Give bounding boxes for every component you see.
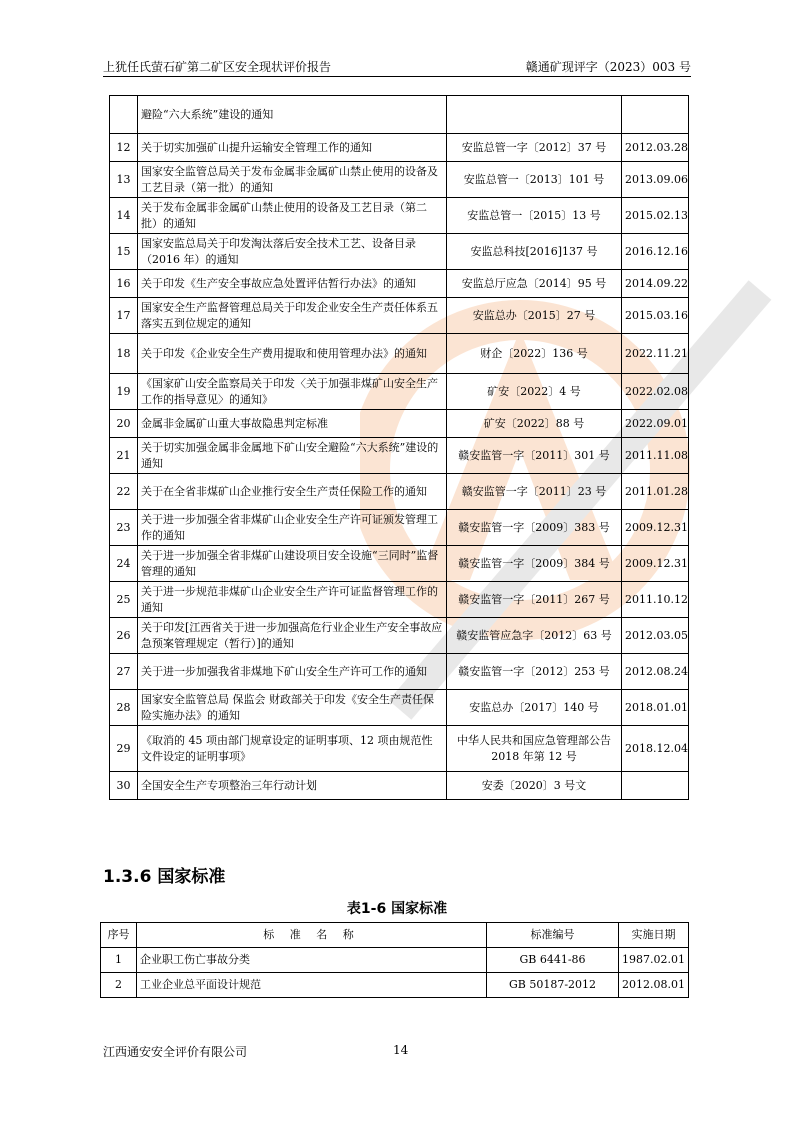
- row-number: 25: [110, 582, 138, 618]
- row-date: 2011.01.28: [622, 474, 689, 510]
- row-code: 财企〔2022〕136 号: [447, 334, 622, 374]
- row-number: 21: [110, 438, 138, 474]
- table-row: [110, 618, 689, 654]
- row-code: 安监总管一字〔2012〕37 号: [447, 134, 622, 162]
- row-date: 2012.08.01: [619, 973, 689, 998]
- table-row: [110, 654, 689, 690]
- row-number: 16: [110, 270, 138, 298]
- row-number: 26: [110, 618, 138, 654]
- row-name: 关于发布金属非金属矿山禁止使用的设备及工艺目录（第二批）的通知: [138, 198, 447, 234]
- row-code: 中华人民共和国应急管理部公告 2018 年第 12 号: [447, 726, 622, 772]
- row-code: 赣安监管一字〔2011〕267 号: [447, 582, 622, 618]
- table-row: [110, 162, 689, 198]
- row-code: GB 6441-86: [487, 948, 619, 973]
- row-code: 赣安监管应急字〔2012〕63 号: [447, 618, 622, 654]
- row-number: 19: [110, 374, 138, 410]
- row-date: 2012.03.05: [622, 618, 689, 654]
- regulations-table: [109, 95, 689, 800]
- row-code: 安监总办〔2017〕140 号: [447, 690, 622, 726]
- row-name: 关于切实加强矿山提升运输安全管理工作的通知: [138, 134, 447, 162]
- header-date: 实施日期: [619, 923, 689, 948]
- table-row: [110, 510, 689, 546]
- row-name: 国家安全生产监督管理总局关于印发企业安全生产责任体系五落实五到位规定的通知: [138, 298, 447, 334]
- row-number: 15: [110, 234, 138, 270]
- row-number: 17: [110, 298, 138, 334]
- row-code: 赣安监管一字〔2011〕23 号: [447, 474, 622, 510]
- row-name: 关于印发《生产安全事故应急处置评估暂行办法》的通知: [138, 270, 447, 298]
- row-code: 赣安监管一字〔2009〕384 号: [447, 546, 622, 582]
- row-date: 2011.10.12: [622, 582, 689, 618]
- row-number: 28: [110, 690, 138, 726]
- table-row: [110, 234, 689, 270]
- row-number: 27: [110, 654, 138, 690]
- row-name: 关于进一步加强我省非煤地下矿山安全生产许可工作的通知: [138, 654, 447, 690]
- row-code: 安监总办〔2015〕27 号: [447, 298, 622, 334]
- row-name: 国家安全监管总局 保监会 财政部关于印发《安全生产责任保险实施办法》的通知: [138, 690, 447, 726]
- row-name: 《国家矿山安全监察局关于印发〈关于加强非煤矿山安全生产工作的指导意见〉的通知》: [138, 374, 447, 410]
- section-title: 1.3.6 国家标准: [103, 867, 226, 887]
- row-date: 2013.09.06: [622, 162, 689, 198]
- row-number: 22: [110, 474, 138, 510]
- row-name: 关于印发《企业安全生产费用提取和使用管理办法》的通知: [138, 334, 447, 374]
- row-date: 2022.11.21: [622, 334, 689, 374]
- row-code: 安监总厅应急〔2014〕95 号: [447, 270, 622, 298]
- header-report-title: 上犹任氏萤石矿第二矿区安全现状评价报告: [103, 60, 332, 74]
- row-name: 关于在全省非煤矿山企业推行安全生产责任保险工作的通知: [138, 474, 447, 510]
- table-row: [110, 96, 689, 134]
- row-code: 安监总科技[2016]137 号: [447, 234, 622, 270]
- page-number: 14: [393, 1043, 409, 1057]
- row-name: 关于进一步加强全省非煤矿山建设项目安全设施“三同时”监督管理的通知: [138, 546, 447, 582]
- row-date: 2016.12.16: [622, 234, 689, 270]
- row-name: 国家安监总局关于印发淘汰落后安全技术工艺、设备目录（2016 年）的通知: [138, 234, 447, 270]
- table-row: [110, 410, 689, 438]
- table-header-row: [101, 923, 689, 948]
- table-row: [110, 582, 689, 618]
- row-name: 工业企业总平面设计规范: [137, 973, 487, 998]
- row-name: 关于印发[江西省关于进一步加强高危行业企业生产安全事故应急预案管理规定（暂行）]的通知: [138, 618, 447, 654]
- row-name: 关于切实加强金属非金属地下矿山安全避险“六大系统”建设的通知: [138, 438, 447, 474]
- row-date: 2009.12.31: [622, 546, 689, 582]
- row-name: 关于进一步加强全省非煤矿山企业安全生产许可证颁发管理工作的通知: [138, 510, 447, 546]
- row-number: [110, 96, 138, 134]
- row-code: 安监总管一〔2013〕101 号: [447, 162, 622, 198]
- row-name: 《取消的 45 项由部门规章设定的证明事项、12 项由规范性文件设定的证明事项》: [138, 726, 447, 772]
- row-date: 2018.12.04: [622, 726, 689, 772]
- row-name: 金属非金属矿山重大事故隐患判定标准: [138, 410, 447, 438]
- table-row: [110, 690, 689, 726]
- row-code: 安委〔2020〕3 号文: [447, 772, 622, 800]
- header-name: 标 准 名 称: [137, 923, 487, 948]
- row-date: 2011.11.08: [622, 438, 689, 474]
- row-date: [622, 96, 689, 134]
- row-number: 30: [110, 772, 138, 800]
- table-row: [101, 973, 689, 998]
- row-number: 23: [110, 510, 138, 546]
- row-date: 2018.01.01: [622, 690, 689, 726]
- row-code: [447, 96, 622, 134]
- row-code: 安监总管一〔2015〕13 号: [447, 198, 622, 234]
- row-number: 29: [110, 726, 138, 772]
- header-no: 序号: [101, 923, 137, 948]
- row-name: 国家安全监管总局关于发布金属非金属矿山禁止使用的设备及工艺目录（第一批）的通知: [138, 162, 447, 198]
- row-code: 赣安监管一字〔2011〕301 号: [447, 438, 622, 474]
- row-code: 赣安监管一字〔2012〕253 号: [447, 654, 622, 690]
- row-number: 20: [110, 410, 138, 438]
- row-number: 14: [110, 198, 138, 234]
- row-date: 2022.02.08: [622, 374, 689, 410]
- row-date: 2015.02.13: [622, 198, 689, 234]
- table-row: [110, 270, 689, 298]
- header-code: 标准编号: [487, 923, 619, 948]
- row-date: 2022.09.01: [622, 410, 689, 438]
- table-row: [110, 772, 689, 800]
- row-date: 1987.02.01: [619, 948, 689, 973]
- standards-table: [100, 922, 689, 998]
- row-date: 2012.08.24: [622, 654, 689, 690]
- table-row: [110, 374, 689, 410]
- row-code: 矿安〔2022〕4 号: [447, 374, 622, 410]
- table-row: [110, 334, 689, 374]
- table-caption: 表1-6 国家标准: [346, 901, 448, 917]
- table-row: [110, 134, 689, 162]
- row-name: 关于进一步规范非煤矿山企业安全生产许可证监督管理工作的通知: [138, 582, 447, 618]
- table-row: [110, 198, 689, 234]
- footer-company: 江西通安安全评价有限公司: [103, 1045, 248, 1059]
- row-code: 赣安监管一字〔2009〕383 号: [447, 510, 622, 546]
- table-row: [110, 298, 689, 334]
- row-date: [622, 772, 689, 800]
- row-number: 24: [110, 546, 138, 582]
- row-name: 避险“六大系统”建设的通知: [138, 96, 447, 134]
- row-date: 2015.03.16: [622, 298, 689, 334]
- table-row: [110, 726, 689, 772]
- table-row: [110, 546, 689, 582]
- header-report-number: 赣通矿现评字（2023）003 号: [525, 60, 691, 74]
- row-name: 企业职工伤亡事故分类: [137, 948, 487, 973]
- row-number: 12: [110, 134, 138, 162]
- row-name: 全国安全生产专项整治三年行动计划: [138, 772, 447, 800]
- row-number: 18: [110, 334, 138, 374]
- row-number: 13: [110, 162, 138, 198]
- row-code: GB 50187-2012: [487, 973, 619, 998]
- table-row: [101, 948, 689, 973]
- row-date: 2009.12.31: [622, 510, 689, 546]
- row-code: 矿安〔2022〕88 号: [447, 410, 622, 438]
- table-row: [110, 438, 689, 474]
- row-date: 2012.03.28: [622, 134, 689, 162]
- row-number: 2: [101, 973, 137, 998]
- row-date: 2014.09.22: [622, 270, 689, 298]
- row-number: 1: [101, 948, 137, 973]
- page-header: [103, 56, 691, 77]
- table-row: [110, 474, 689, 510]
